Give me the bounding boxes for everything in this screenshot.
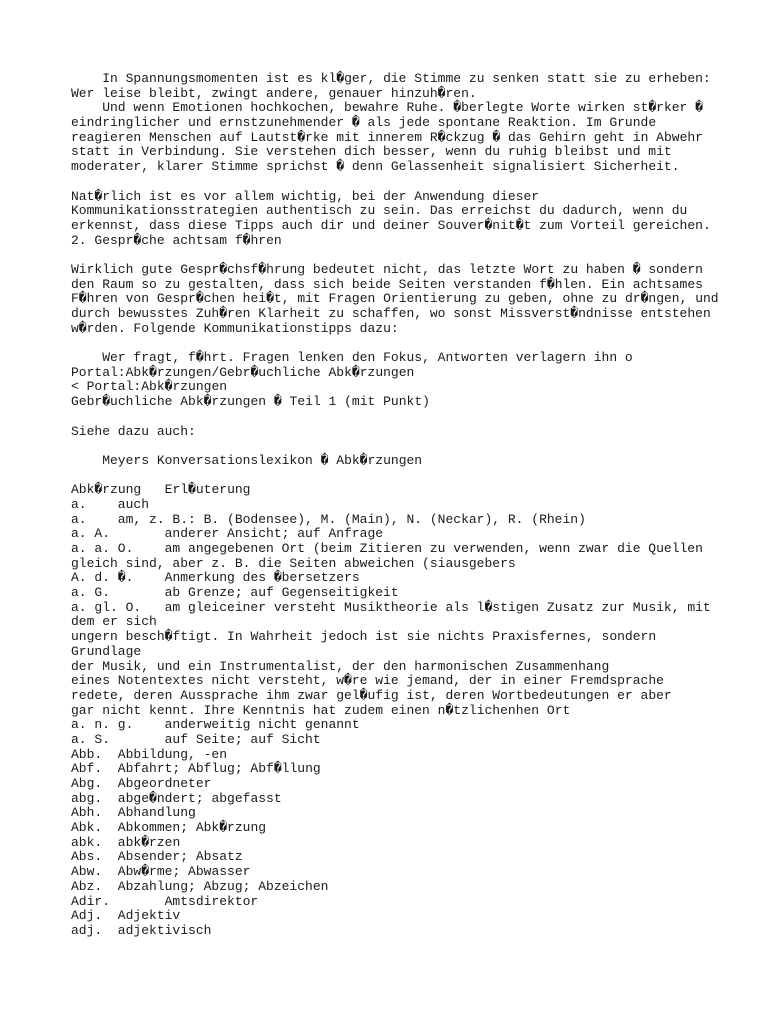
text-line: Gebr�uchliche Abk�rzungen � Teil 1 (mit Punkt): [71, 394, 430, 410]
text-line: moderater, klarer Stimme sprichst � denn Gelassenheit signalisiert Sicherheit.: [71, 159, 680, 175]
text-line: Abf. Abfahrt; Abflug; Abf�llung: [71, 761, 321, 777]
text-line: ungern besch�ftigt. In Wahrheit jedoch ist sie nichts Praxisfernes, sondern: [71, 629, 657, 645]
text-line: < Portal:Abk�rzungen: [71, 379, 228, 395]
text-line: A. d. �. Anmerkung des �bersetzers: [71, 570, 360, 586]
text-line: Und wenn Emotionen hochkochen, bewahre Ruhe. �berlegte Worte wirken st�rker �: [71, 100, 703, 116]
text-line: Siehe dazu auch:: [71, 423, 196, 439]
document-page: [71, 71, 719, 939]
text-line: statt in Verbindung. Sie verstehen dich besser, wenn du ruhig bleibst und mit: [71, 144, 672, 160]
text-line: reagieren Menschen auf Lautst�rke mit innerem R�ckzug � das Gehirn geht in Abwehr: [71, 129, 703, 145]
text-line: a. n. g. anderweitig nicht genannt: [71, 717, 360, 733]
text-line: a. gl. O. am gleiceiner versteht Musiktheorie als l�stigen Zusatz zur Musik, mit: [71, 599, 711, 615]
text-line: Abk�rzung Erl�uterung: [71, 482, 251, 498]
text-line: adj. adjektivisch: [71, 922, 212, 938]
text-line: a. S. auf Seite; auf Sicht: [71, 731, 321, 747]
text-line: Abh. Abhandlung: [71, 805, 196, 821]
text-line: dem er sich: [71, 614, 157, 630]
text-line: Abb. Abbildung, -en: [71, 746, 228, 762]
text-line: Adir. Amtsdirektor: [71, 893, 259, 909]
text-line: Wirklich gute Gespr�chsf�hrung bedeutet nicht, das letzte Wort zu haben � sondern: [71, 261, 703, 277]
text-line: durch bewusstes Zuh�ren Klarheit zu schaffen, wo sonst Missverst�ndnisse entstehen: [71, 306, 711, 321]
text-line: a. A. anderer Ansicht; auf Anfrage: [71, 526, 384, 542]
text-line: Abs. Absender; Absatz: [71, 849, 243, 865]
text-line: redete, deren Aussprache ihm zwar gel�ufig ist, deren Wortbedeutungen er aber: [71, 687, 672, 703]
blank-line: [71, 248, 701, 263]
text-line: den Raum so zu gestalten, dass sich beide Seiten verstanden f�hlen. Ein achtsames: [71, 276, 703, 292]
text-line: In Spannungsmomenten ist es kl�ger, die Stimme zu senken statt sie zu erheben:: [71, 71, 711, 86]
text-line: abg. abge�ndert; abgefasst: [71, 790, 282, 806]
text-line: Wer leise bleibt, zwingt andere, genauer hinzuh�ren.: [71, 85, 477, 101]
text-line: a. am, z. B.: B. (Bodensee), M. (Main), N. (Neckar), R. (Rhein): [71, 511, 586, 527]
text-line: Meyers Konversationslexikon � Abk�rzungen: [71, 452, 423, 468]
text-line: F�hren von Gespr�chen hei�t, mit Fragen Orientierung zu geben, ohne zu dr�ngen, und: [71, 291, 719, 307]
text-line: erkennst, dass diese Tipps auch dir und deiner Souver�nit�t zum Vorteil gereichen.: [71, 217, 711, 233]
text-line: Nat�rlich ist es vor allem wichtig, bei der Anwendung dieser: [71, 188, 540, 204]
text-line: Abz. Abzahlung; Abzug; Abzeichen: [71, 878, 329, 894]
text-line: a. auch: [71, 496, 150, 512]
blank-line: [71, 175, 701, 190]
blank-line: [71, 439, 701, 454]
text-line: Kommunikationsstrategien authentisch zu sein. Das erreichst du dadurch, wenn du: [71, 203, 688, 219]
text-line: a. a. O. am angegebenen Ort (beim Zitieren zu verwenden, wenn zwar die Quellen: [71, 541, 703, 556]
text-line: eines Notentextes nicht versteht, w�re wie jemand, der in einer Fremdsprache: [71, 673, 664, 689]
blank-line: [71, 336, 701, 351]
text-line: Grundlage: [71, 643, 142, 659]
text-line: Wer fragt, f�hrt. Fragen lenken den Fokus, Antworten verlagern ihn o: [71, 350, 633, 366]
text-line: abk. abk�rzen: [71, 834, 181, 850]
text-line: Abg. Abgeordneter: [71, 776, 212, 791]
text-line: gar nicht kennt. Ihre Kenntnis hat zudem einen n�tzlichenhen Ort: [71, 702, 571, 718]
text-line: gleich sind, aber z. B. die Seiten abweichen (siausgebers: [71, 555, 516, 571]
text-line: 2. Gespr�che achtsam f�hren: [71, 232, 282, 248]
text-line: Abk. Abkommen; Abk�rzung: [71, 820, 267, 836]
text-line: a. G. ab Grenze; auf Gegenseitigkeit: [71, 585, 399, 601]
text-line: Abw. Abw�rme; Abwasser: [71, 864, 251, 880]
text-line: der Musik, und ein Instrumentalist, der den harmonischen Zusammenhang: [71, 658, 610, 674]
blank-line: [71, 410, 701, 425]
text-line: w�rden. Folgende Kommunikationstipps dazu:: [71, 320, 399, 336]
text-line: Adj. Adjektiv: [71, 908, 181, 924]
text-line: Portal:Abk�rzungen/Gebr�uchliche Abk�rzungen: [71, 364, 415, 380]
text-line: eindringlicher und ernstzunehmender � als jede spontane Reaktion. Im Grunde: [71, 115, 657, 131]
